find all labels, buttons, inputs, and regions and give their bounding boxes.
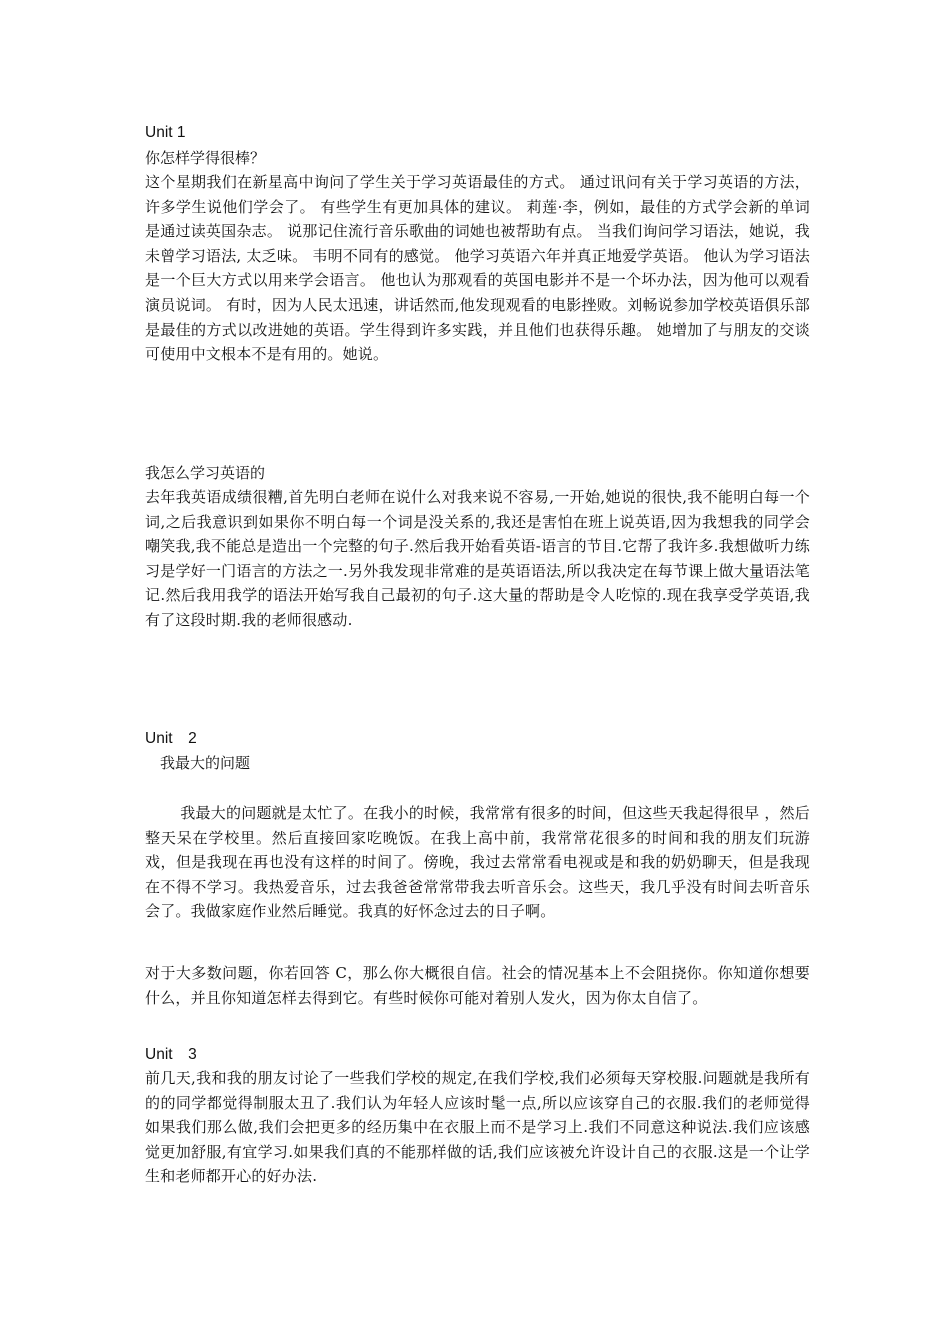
unit2-paragraph-1: 我最大的问题就是太忙了。在我小的时候，我常常有很多的时间，但这些天我起得很早 ，然后整天呆在学校里。然后直接回家吃晚饭。在我上高中前，我常常花很多的时间和我的朋友们玩游戏，但是我现在再也没有这样的时间了。傍晚，我过去常常看电视或是和我的奶奶聊天，但是我现在不得不学习。我热爱音乐，过去我爸爸常常带我去听音乐会。这些天，我几乎没有时间去听音乐会了。我做家庭作业然后睡觉。我真的好怀念过去的日子啊。 bbox=[145, 804, 810, 921]
unit1-title: 你怎样学得很棒？ bbox=[145, 149, 266, 167]
unit1-paragraph-2: 去年我英语成绩很糟,首先明白老师在说什么对我来说不容易,一开始,她说的很快,我不能明白每一个词,之后我意识到如果你不明白每一个词是没关系的,我还是害怕在班上说英语,因为我想我的同学会嘲笑我,我不能总是造出一个完整的句子.然后我开始看英语-语言的节目.它帮了我许多.我想做听力练习是学好一门语言的方法之一.另外我发现非常难的是英语语法,所以我决定在每节课上做大量语法笔记.然后我用我学的语法开始写我自己最初的句子.这大量的帮助是令人吃惊的.现在我享受学英语,我有了这段时期.我的老师很感动. bbox=[145, 488, 810, 629]
unit2-title: 我最大的问题 bbox=[145, 754, 251, 772]
unit2-heading: Unit 2 bbox=[145, 730, 197, 747]
unit2-paragraph-2: 对于大多数问题，你若回答 C，那么你大概很自信。社会的情况基本上不会阻挠你。你知道你想要什么，并且你知道怎样去得到它。有些时候你可能对着别人发火，因为你太自信了。 bbox=[145, 964, 810, 1007]
unit1-essay-title: 我怎么学习英语的 bbox=[145, 464, 266, 482]
unit3-paragraph-1: 前几天,我和我的朋友讨论了一些我们学校的规定,在我们学校,我们必须每天穿校服.问题就是我所有的的同学都觉得制服太丑了.我们认为年轻人应该时髦一点,所以应该穿自己的衣服.我们的老师觉得如果我们那么做,我们会把更多的经历集中在衣服上而不是学习上.我们不同意这种说法.我们应该感觉更加舒服,有宜学习.如果我们真的不能那样做的话,我们应该被允许设计自己的衣服.这是一个让学生和老师都开心的好办法. bbox=[145, 1069, 810, 1186]
unit1-paragraph-1: 这个星期我们在新星高中询问了学生关于学习英语最佳的方式。 通过讯问有关于学习英语的方法，许多学生说他们学会了。 有些学生有更加具体的建议。 莉莲·李，例如，最佳的方式学会新的单词是通过读英国杂志。 说那记住流行音乐歌曲的词她也被帮助有点。 当我们询问学习语法，她说，我未曾学习语法, 太乏味。 韦明不同有的感觉。 他学习英语六年并真正地爱学英语。 他认为学习语法是一个巨大方式以用来学会语言。 他也认为那观看的英国电影并不是一个坏办法，因为他可以观看演员说词。 有时，因为人民太迅速，讲话然而,他发现观看的电影挫败。刘畅说参加学校英语俱乐部是最佳的方式以改进她的英语。学生得到许多实践，并且他们也获得乐趣。 她增加了与朋友的交谈可使用中文根本不是有用的。她说。 bbox=[145, 173, 810, 364]
unit3-heading: Unit 3 bbox=[145, 1046, 197, 1063]
unit1-heading: Unit 1 bbox=[145, 124, 186, 141]
